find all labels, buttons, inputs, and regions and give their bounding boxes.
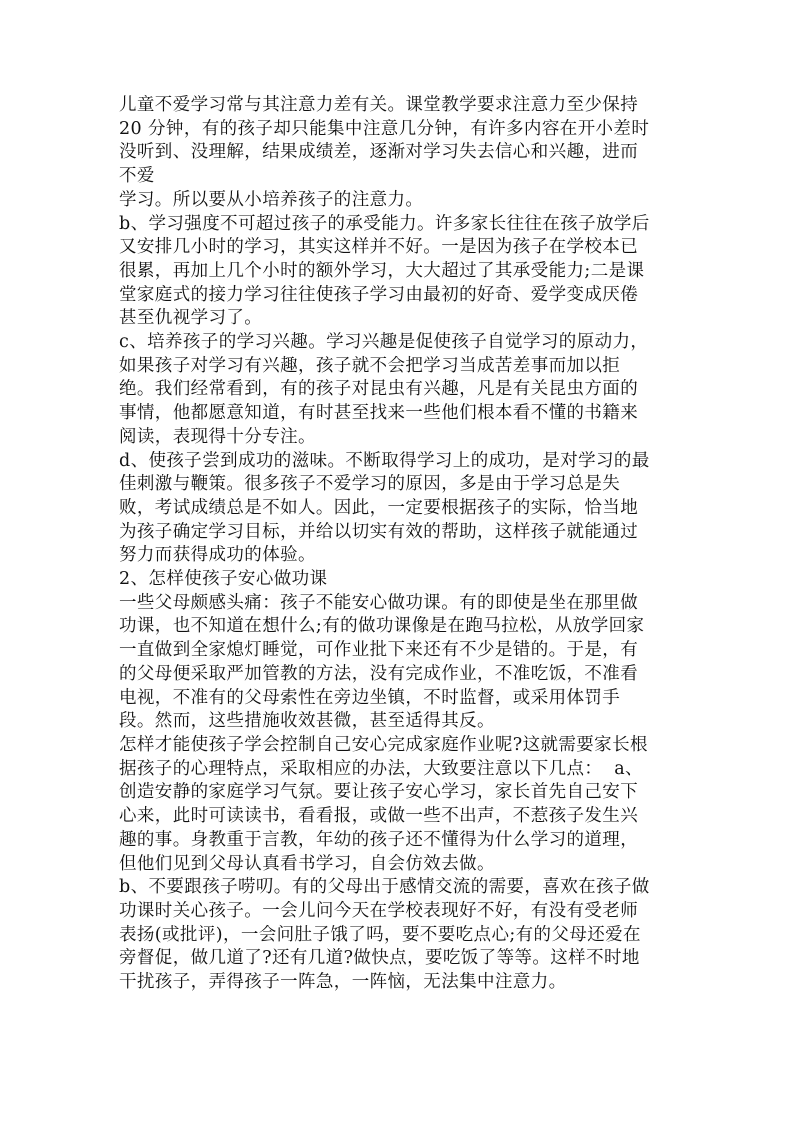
text-line: 如果孩子对学习有兴趣，孩子就不会把学习当成苦差事而加以拒 <box>119 355 621 376</box>
text-line: 儿童不爱学习常与其注意力差有关。课堂教学要求注意力至少保持 <box>119 95 639 115</box>
text-line: 学习。所以要从小培养孩子的注意力。 <box>119 189 424 210</box>
text-line: 但他们见到父母认真看书学习，自会仿效去做。 <box>119 853 495 874</box>
text-line: 怎样才能使孩子学会控制自己安心完成家庭作业呢?这就需要家长根 <box>119 734 648 755</box>
text-line: 心来，此时可读读书，看看报，或做一些不出声，不惹孩子发生兴 <box>119 806 639 827</box>
text-line: 电视，不准有的父母索性在旁边坐镇，不时监督，或采用体罚手 <box>119 687 621 708</box>
section-heading: 2、怎样使孩子安心做功课 <box>119 569 328 590</box>
text-line: 不爱 <box>119 166 155 187</box>
text-line: 据孩子的心理特点，采取相应的办法，大致要注意以下几点： a、 <box>119 758 643 779</box>
text-line: 很累，再加上几个小时的额外学习，大大超过了其承受能力;二是课 <box>119 260 645 281</box>
text-line: 趣的事。身教重于言教，年幼的孩子还不懂得为什么学习的道理， <box>119 829 639 850</box>
text-line: 功课时关心孩子。一会儿问今天在学校表现好不好，有没有受老师 <box>119 900 639 921</box>
text-line: b、学习强度不可超过孩子的承受能力。许多家长往往在孩子放学后 <box>119 213 650 234</box>
text-line: 堂家庭式的接力学习往往使孩子学习由最初的好奇、爱学变成厌倦 <box>119 284 639 305</box>
text-line: d、使孩子尝到成功的滋味。不断取得学习上的成功，是对学习的最 <box>119 450 650 471</box>
text-line: 功课，也不知道在想什么;有的做功课像是在跑马拉松，从放学回家 <box>119 616 645 637</box>
text-line: 旁督促，做几道了?还有几道?做快点，要吃饭了等等。这样不时地 <box>119 948 640 969</box>
text-line: 甚至仇视学习了。 <box>119 308 263 329</box>
text-line: 又安排几小时的学习，其实这样并不好。一是因为孩子在学校本已 <box>119 237 639 258</box>
text-line: 佳刺激与鞭策。很多孩子不爱学习的原因，多是由于学习总是失 <box>119 474 621 495</box>
text-line: 阅读，表现得十分专注。 <box>119 426 316 447</box>
text-line: 的父母便采取严加管教的方法，没有完成作业，不准吃饭，不准看 <box>119 663 639 684</box>
text-line: 为孩子确定学习目标，并给以切实有效的帮助，这样孩子就能通过 <box>119 521 639 542</box>
text-line: c、培养孩子的学习兴趣。学习兴趣是促使孩子自觉学习的原动力， <box>119 332 649 353</box>
document-body <box>119 94 679 995</box>
text-line: 一直做到全家熄灯睡觉，可作业批下来还有不少是错的。于是，有 <box>119 640 639 661</box>
text-line: 绝。我们经常看到，有的孩子对昆虫有兴趣，凡是有关昆虫方面的 <box>119 379 639 400</box>
text-line: 20 分钟，有的孩子却只能集中注意几分钟，有许多内容在开小差时 <box>119 118 650 139</box>
text-line: 败，考试成绩总是不如人。因此，一定要根据孩子的实际，恰当地 <box>119 497 639 518</box>
text-line: 没听到、没理解，结果成绩差，逐渐对学习失去信心和兴趣，进而 <box>119 142 639 163</box>
text-line: b、不要跟孩子唠叨。有的父母出于感情交流的需要，喜欢在孩子做 <box>119 877 650 898</box>
text-line: 表扬(或批评)，一会问肚子饿了吗，要不要吃点心;有的父母还爱在 <box>119 924 641 945</box>
text-line: 事情，他都愿意知道，有时甚至找来一些他们根本看不懂的书籍来 <box>119 403 639 424</box>
text-line: 干扰孩子，弄得孩子一阵急，一阵恼，无法集中注意力。 <box>119 972 567 993</box>
text-line: 段。然而，这些措施收效甚微，甚至适得其反。 <box>119 711 495 732</box>
text-line: 创造安静的家庭学习气氛。要让孩子安心学习，家长首先自己安下 <box>119 782 639 803</box>
text-line: 努力而获得成功的体验。 <box>119 545 316 566</box>
text-line: 一些父母颇感头痛：孩子不能安心做功课。有的即使是坐在那里做 <box>119 592 639 613</box>
